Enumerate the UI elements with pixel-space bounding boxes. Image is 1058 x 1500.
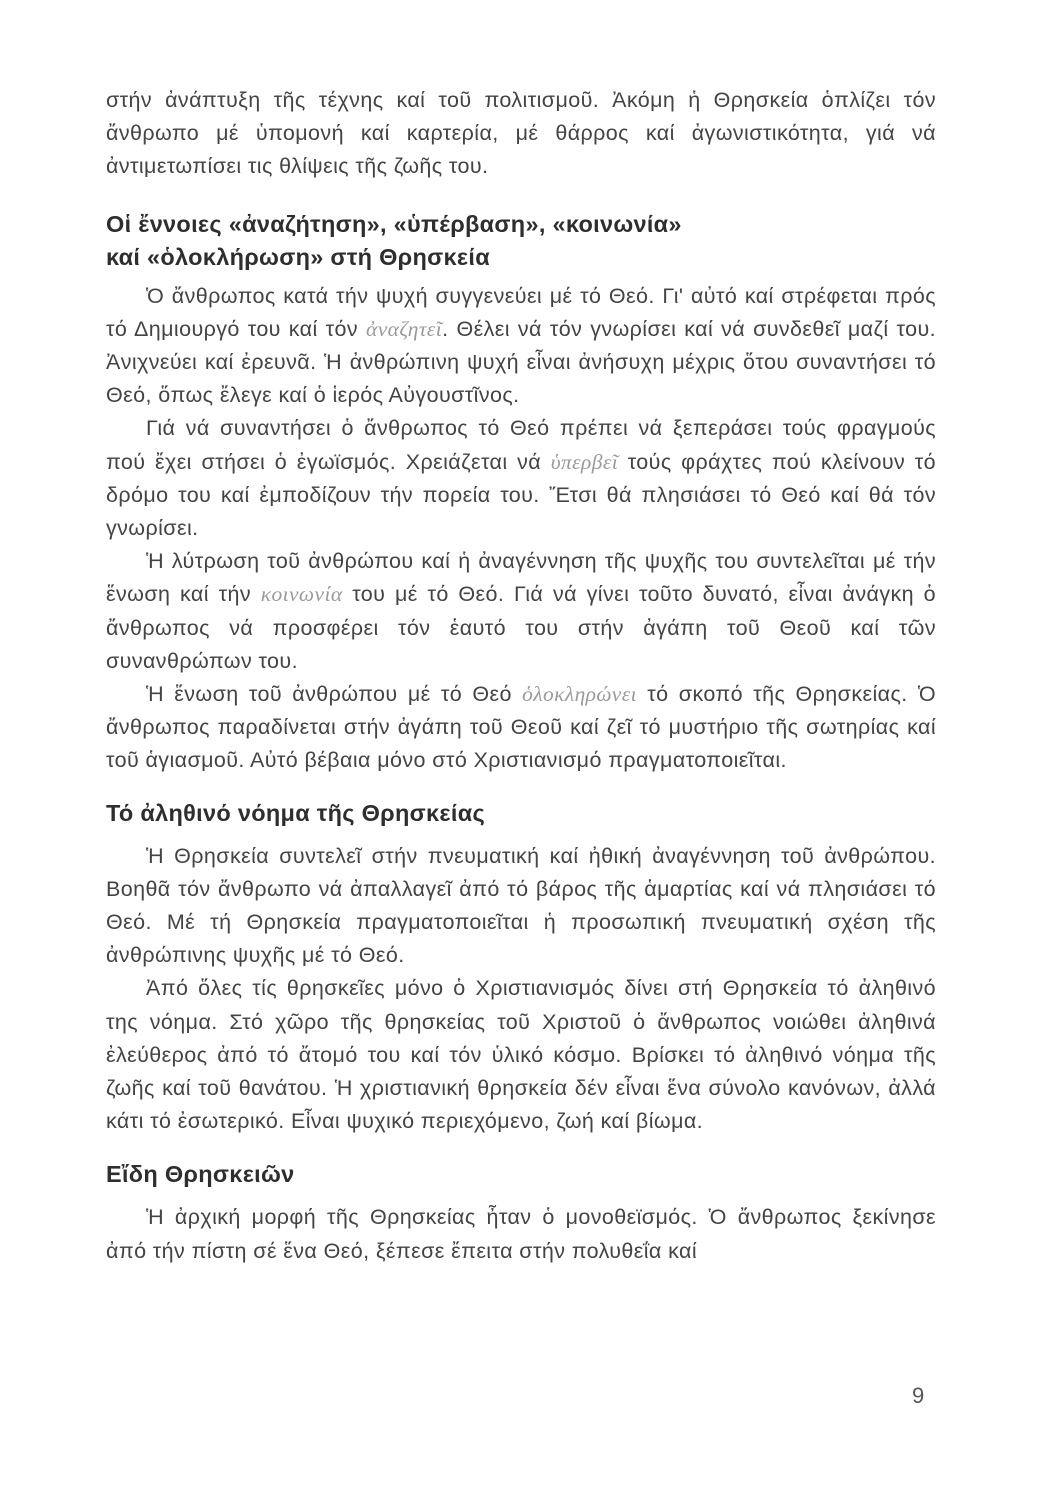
paragraph-text: τό σκοπό τῆς Θρησκείας. Ὁ ἄνθρωπος παραδίνεται στήν ἀγάπη τοῦ Θεοῦ καί ζεῖ τό μυστήριο τῆς σωτηρίας καί τοῦ ἁγιασμοῦ. Αὐτό βέβαια μόνο στό Χριστιανισμό πραγματοποιεῖται.: [106, 682, 937, 773]
paragraph-text: Ἡ ἕνωση τοῦ ἀνθρώπου μέ τό Θεό: [146, 682, 512, 707]
section-heading-types: Εἴδη Θρησκειῶν: [106, 1161, 295, 1188]
page-number: 9: [912, 1383, 925, 1408]
paragraph-completion: [106, 678, 936, 778]
paragraph-rebirth: Ἡ Θρησκεία συντελεῖ στήν πνευματική καί ἠθική ἀναγέννηση τοῦ ἀνθρώπου. Βοηθᾶ τόν ἄνθρωπο νά ἀπαλλαγεῖ ἀπό τό βάρος τῆς ἁμαρτίας καί νά πλησιάσει τό Θεό. Μέ τή Θρησκεία πραγματοποιεῖται ἡ προσωπική πνευματική σχέση τῆς ἀνθρώπινης ψυχῆς μέ τό Θεό.: [106, 843, 936, 968]
section-heading-concepts: [106, 208, 936, 274]
paragraph-communion: [106, 545, 936, 678]
paragraph-text: Ἡ λύτρωση τοῦ ἀνθρώπου καί ἡ ἀναγέννηση τῆς ψυχῆς του συντελεῖται μέ τήν ἕνωση καί τήν: [106, 549, 936, 607]
paragraph-christianity: Ἀπό ὅλες τίς θρησκεῖες μόνο ὁ Χριστιανισμός δίνει στή Θρησκεία τό ἀληθινό της νόημα. Στό χῶρο τῆς θρησκείας τοῦ Χριστοῦ ὁ ἄνθρωπος νοιώθει ἀληθινά ἐλεύθερος ἀπό τό ἄτομό του καί τόν ὑλικό κόσμο. Βρίσκει τό ἀληθινό νόημα τῆς ζωῆς καί τοῦ θανάτου. Ἡ χριστιανική θρησκεία δέν εἶναι ἕνα σύνολο κανόνων, ἀλλά κάτι τό ἐσωτερικό. Εἶναι ψυχικό περιεχόμενο, ζωή καί βίωμα.: [106, 976, 936, 1134]
emphasis-term: ἀναζητεῖ: [366, 316, 443, 341]
paragraph-text: Γιά νά συναντήσει ὁ ἄνθρωπος τό Θεό πρέπει νά ξεπεράσει τούς φραγμούς πού ἔχει στήσει ὁ ἐγωϊσμός. Χρειάζεται νά: [106, 416, 936, 474]
document-page: [106, 84, 936, 1268]
paragraph-search: [106, 280, 936, 413]
emphasis-term: ὁλοκληρώνει: [522, 682, 637, 707]
paragraph-text: . Θέλει νά τόν γνωρίσει καί νά συνδεθεῖ μαζί του. Ἀνιχνεύει καί ἐρευνᾶ. Ἡ ἀνθρώπινη ψυχή εἶναι ἀνήσυχη μέχρις ὅτου συναντήσει τό Θεό, ὅπως ἔλεγε καί ὁ ἱερός Αὐγουστῖνος.: [106, 316, 937, 408]
paragraph-monotheism: Ἡ ἀρχική μορφή τῆς Θρησκείας ἦταν ὁ μονοθεϊσμός. Ὁ ἄνθρωπος ξεκίνησε ἀπό τήν πίστη σέ ἕνα Θεό, ξέπεσε ἔπειτα στήν πολυθεΐα καί: [106, 1205, 936, 1263]
section-heading-line-1: Οἱ ἔννοιες «ἀναζήτηση», «ὑπέρβαση», «κοινωνία»: [106, 210, 682, 237]
paragraph-continued: στήν ἀνάπτυξη τῆς τέχνης καί τοῦ πολιτισμοῦ. Ἀκόμη ἡ Θρησκεία ὁπλίζει τόν ἄνθρωπο μέ ὑπομονή καί καρτερία, μέ θάρρος καί ἀγωνιστικότητα, γιά νά ἀντιμετωπίσει τις θλίψεις τῆς ζωῆς του.: [106, 88, 936, 179]
emphasis-term: κοινωνία: [260, 582, 343, 607]
paragraph-text: του μέ τό Θεό. Γιά νά γίνει τοῦτο δυνατό, εἶναι ἀνάγκη ὁ ἄνθρωπος νά προσφέρει τόν ἑαυτό του στήν ἀγάπη τοῦ Θεοῦ καί τῶν συνανθρώπων του.: [106, 582, 937, 673]
paragraph-transcendence: [106, 412, 936, 545]
paragraph-text: Ὁ ἄνθρωπος κατά τήν ψυχή συγγενεύει μέ τό Θεό. Γι' αὐτό καί στρέφεται πρός τό Δημιουργό του καί τόν: [106, 283, 936, 341]
section-heading-line-2: καί «ὁλοκλήρωση» στή Θρησκεία: [106, 243, 490, 270]
emphasis-term: ὑπερβεῖ: [550, 449, 619, 474]
section-heading-true-meaning: Τό ἀληθινό νόημα τῆς Θρησκείας: [106, 799, 485, 826]
paragraph-text: τούς φράχτες πού κλείνουν τό δρόμο του καί ἐμποδίζουν τήν πορεία του. Ἔτσι θά πλησιάσει τό Θεό καί θά τόν γνωρίσει.: [106, 449, 937, 541]
